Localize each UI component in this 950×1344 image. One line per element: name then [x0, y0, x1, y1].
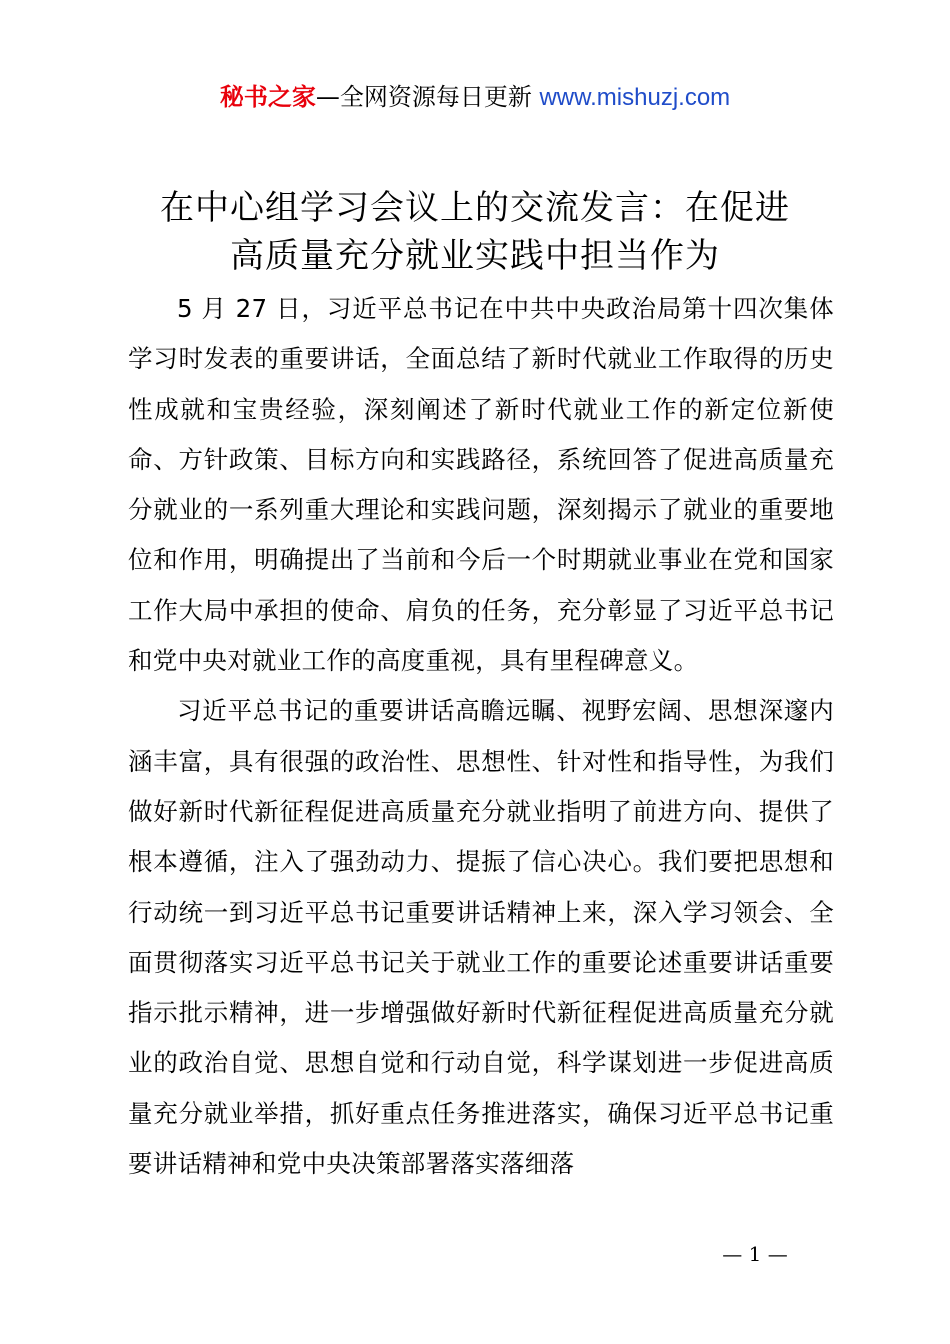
site-url-link[interactable]: www.mishuzj.com	[539, 84, 731, 111]
title-line-2: 高质量充分就业实践中担当作为	[230, 236, 720, 276]
site-header	[0, 80, 950, 115]
site-tagline: —全网资源每日更新	[315, 83, 532, 111]
document-body	[128, 284, 834, 1189]
body-paragraph-2: 习近平总书记的重要讲话高瞻远瞩、视野宏阔、思想深邃内涵丰富，具有很强的政治性、思想性、针对性和指导性，为我们做好新时代新征程促进高质量充分就业指明了前进方向、提供了根本遵循，注入了强劲动力、提振了信心决心。我们要把思想和行动统一到习近平总书记重要讲话精神上来，深入学习领会、全面贯彻落实习近平总书记关于就业工作的重要论述重要讲话重要指示批示精神，进一步增强做好新时代新征程促进高质量充分就业的政治自觉、思想自觉和行动自觉，科学谋划进一步促进高质量充分就业举措，抓好重点任务推进落实，确保习近平总书记重要讲话精神和党中央决策部署落实落细落	[128, 696, 834, 1179]
site-brand: 秘书之家	[219, 83, 316, 111]
page-number: — 1 —	[722, 1242, 788, 1266]
body-paragraph-1: 5 月 27 日，习近平总书记在中共中央政治局第十四次集体学习时发表的重要讲话，全面总结了新时代就业工作取得的历史性成就和宝贵经验，深刻阐述了新时代就业工作的新定位新使命、方针政策、目标方向和实践路径，系统回答了促进高质量充分就业的一系列重大理论和实践问题，深刻揭示了就业的重要地位和作用，明确提出了当前和今后一个时期就业事业在党和国家工作大局中承担的使命、肩负的任务，充分彰显了习近平总书记和党中央对就业工作的高度重视，具有里程碑意义。	[128, 294, 834, 676]
title-line-1: 在中心组学习会议上的交流发言：在促进	[160, 188, 790, 228]
document-title	[60, 184, 890, 280]
